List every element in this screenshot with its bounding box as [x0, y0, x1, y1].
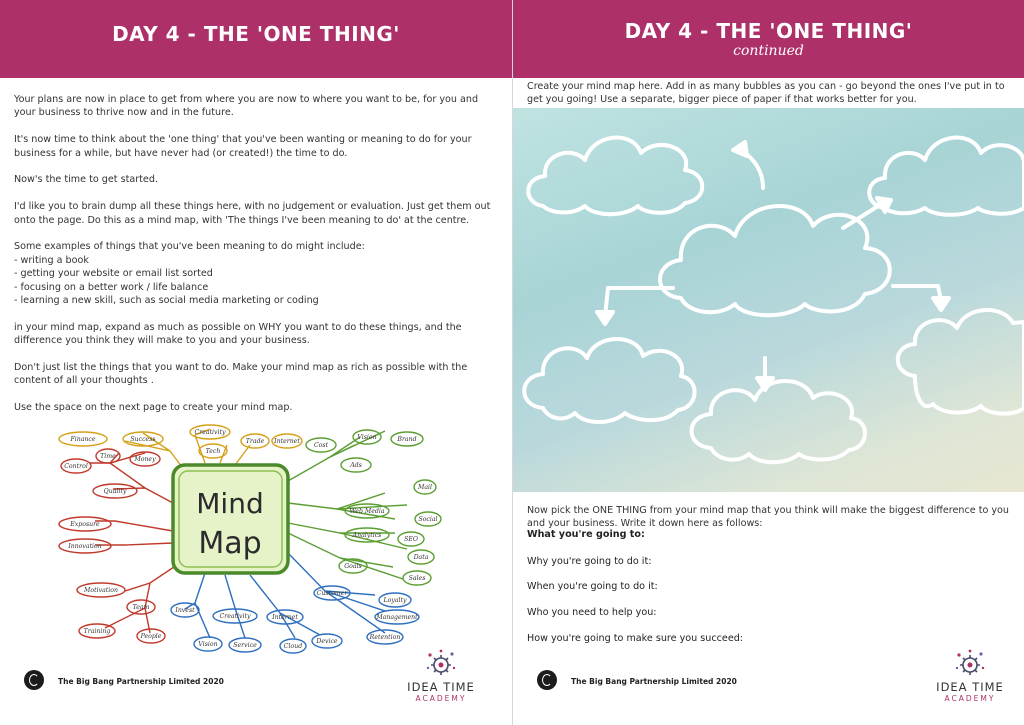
mindmap-label: Web Media: [349, 508, 385, 515]
mindmap-label: Goals: [344, 563, 362, 570]
mindmap-label: Mail: [418, 484, 432, 491]
question-how: How you're going to make sure you succeed:: [527, 633, 744, 644]
right-page-subtitle: continued: [733, 43, 804, 59]
mindmap-label: Cloud: [283, 643, 303, 650]
mindmap-label: Loyalty: [383, 597, 407, 604]
idea-time-academy-logo: [925, 648, 1015, 703]
mindmap-label: Brand: [397, 436, 417, 443]
mindmap-label: Cost: [313, 442, 329, 449]
right-header: [513, 0, 1024, 78]
mindmap-label: Success: [130, 436, 156, 443]
mindmap-label: Sales: [408, 575, 426, 582]
left-body-text: [14, 93, 496, 428]
gear-brain-icon: [953, 648, 987, 678]
footer-copyright: The Big Bang Partnership Limited 2020: [571, 677, 737, 686]
mindmap-label: Creativity: [194, 429, 226, 436]
right-intro-text: Create your mind map here. Add in as many bubbles as you can - go beyond the ones I've put in to get you going! Use a separate, bigger piece of paper if that works better for you.: [527, 81, 1005, 105]
question-when: When you're going to do it:: [527, 581, 658, 592]
paragraph: Now's the time to get started.: [14, 174, 158, 186]
mindmap-label: Analytics: [352, 532, 382, 539]
mindmap-label: Data: [413, 554, 429, 561]
mindmap-label: Customer: [316, 590, 348, 597]
left-footer: [24, 668, 494, 720]
mindmap-center-line2: Map: [198, 526, 262, 561]
right-page-title: DAY 4 - THE 'ONE THING': [624, 19, 913, 43]
mindmap-label: Device: [316, 638, 338, 645]
mindmap-label: Internet: [272, 614, 298, 621]
mindmap-label: Social: [418, 516, 438, 523]
gear-brain-icon: [424, 648, 458, 678]
paragraph: I'd like you to brain dump all these things here, with no judgement or evaluation. Just get them out onto the page. Do this as a mind map, with 'The things I've been meaning to do' at the centre.: [14, 201, 491, 226]
cloud-mindmap-image: [513, 108, 1024, 492]
paragraph: It's now time to think about the 'one thing' that you've been wanting or meaning to do for your business for a while, but have never had (or created!) the time to do.: [14, 134, 472, 159]
brand-name-line2: ACADEMY: [415, 694, 467, 703]
examples-list: [14, 254, 496, 308]
paragraph: in your mind map, expand as much as possible on WHY you want to do these things, and the difference you think they will make to you and your business.: [14, 321, 462, 347]
mindmap-label: Management: [376, 614, 418, 621]
right-page: [513, 0, 1024, 725]
left-header: [0, 0, 512, 78]
mindmap-label: Service: [233, 642, 257, 649]
mindmap-label: Money: [134, 456, 156, 463]
footer-copyright: The Big Bang Partnership Limited 2020: [58, 677, 224, 686]
mindmap-label: Retention: [369, 634, 401, 641]
mindmap-center-line1: Mind: [196, 487, 264, 520]
mindmap-label: Time: [100, 453, 116, 460]
mindmap-label: Control: [64, 463, 88, 470]
left-page-title: DAY 4 - THE 'ONE THING': [112, 22, 400, 46]
mindmap-label: Creativity: [219, 613, 251, 620]
mindmap-label: Tech: [205, 448, 221, 455]
question-why: Why you're going to do it:: [527, 556, 652, 567]
question-what: What you're going to:: [527, 529, 645, 540]
mindmap-label: Motivation: [84, 587, 118, 594]
mindmap-illustration: [55, 423, 438, 655]
brand-name-line1: IDEA TIME: [936, 680, 1004, 694]
list-item: - writing a book: [14, 254, 89, 266]
paragraph: Don't just list the things that you want to do. Make your mind map as rich as possible with the content of all your thoughts .: [14, 362, 468, 387]
mindmap-label: Innovation: [68, 543, 102, 550]
mindmap-label: Finance: [70, 436, 96, 443]
mindmap-label: Vision: [357, 434, 377, 441]
right-footer: [537, 668, 1015, 720]
mindmap-label: Invest: [175, 607, 195, 614]
pick-one-thing-text: Now pick the ONE THING from your mind map that you think will make the biggest difference to you and your business. Write it down here as follows:: [527, 505, 1010, 529]
paragraph: Some examples of things that you've been meaning to do might include:: [14, 241, 365, 253]
mindmap-label: Internet: [274, 438, 300, 445]
mindmap-label: Exposure: [70, 521, 100, 528]
mindmap-label: Team: [132, 604, 150, 611]
idea-time-academy-logo: [396, 648, 486, 703]
mindmap-label: Vision: [198, 641, 218, 648]
brand-name-line1: IDEA TIME: [407, 680, 475, 694]
list-item: - learning a new skill, such as social media marketing or coding: [14, 295, 319, 307]
paragraph: Use the space on the next page to create your mind map.: [14, 402, 293, 414]
list-item: - getting your website or email list sorted: [14, 268, 213, 280]
big-bang-logo-icon: [537, 670, 557, 690]
list-item: - focusing on a better work / life balance: [14, 281, 209, 293]
mindmap-label: Quality: [103, 488, 127, 495]
mindmap-label: SEO: [404, 536, 418, 543]
mindmap-label: Training: [83, 628, 111, 635]
clouds-sketch: [513, 108, 1024, 492]
mindmap-label: People: [140, 633, 162, 640]
mindmap-label: Ads: [350, 462, 362, 469]
brand-name-line2: ACADEMY: [944, 694, 996, 703]
paragraph: Your plans are now in place to get from where you are now to where you want to be, for you and your business to thrive now and in the future.: [14, 94, 479, 119]
big-bang-logo-icon: [24, 670, 44, 690]
question-who: Who you need to help you:: [527, 607, 657, 618]
mindmap-label: Trade: [245, 438, 265, 445]
